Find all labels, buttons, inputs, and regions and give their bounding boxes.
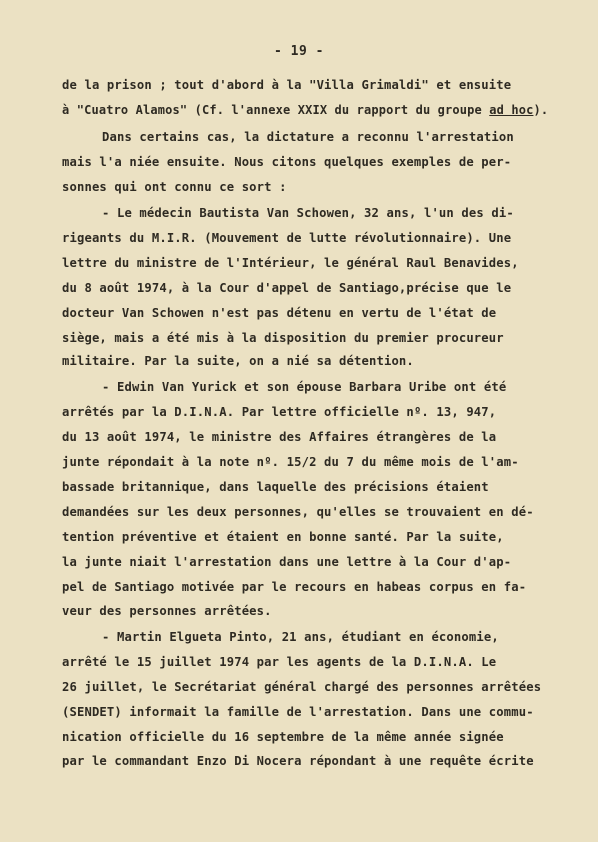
text-line: docteur Van Schowen n'est pas détenu en vertu de l'état de	[62, 306, 497, 320]
text-line: veur des personnes arrêtées.	[62, 604, 272, 618]
text-line: - Martin Elgueta Pinto, 21 ans, étudiant en économie,	[102, 630, 499, 644]
text-line: bassade britannique, dans laquelle des précisions étaient	[62, 480, 489, 494]
text-line: - Le médecin Bautista Van Schowen, 32 ans, l'un des di-	[102, 206, 514, 220]
text-line	[62, 103, 548, 117]
text-line: arrêtés par la D.I.N.A. Par lettre officielle nº. 13, 947,	[62, 405, 497, 419]
text-line: demandées sur les deux personnes, qu'elles se trouvaient en dé-	[62, 505, 534, 519]
text-line: lettre du ministre de l'Intérieur, le général Raul Benavides,	[62, 256, 519, 270]
text-line: la junte niait l'arrestation dans une lettre à la Cour d'ap-	[62, 555, 512, 569]
text-line: pel de Santiago motivée par le recours en habeas corpus en fa-	[62, 580, 527, 594]
text-line: mais l'a niée ensuite. Nous citons quelques exemples de per-	[62, 155, 512, 169]
text-segment: ).	[533, 103, 549, 117]
text-line: nication officielle du 16 septembre de la même année signée	[62, 730, 504, 744]
underlined-term: ad hoc	[489, 103, 534, 117]
text-line: du 8 août 1974, à la Cour d'appel de Santiago,précise que le	[62, 281, 512, 295]
text-line: junte répondait à la note nº. 15/2 du 7 du même mois de l'am-	[62, 455, 519, 469]
text-line: sonnes qui ont connu ce sort :	[62, 180, 287, 194]
text-line: arrêté le 15 juillet 1974 par les agents de la D.I.N.A. Le	[62, 655, 497, 669]
text-line: - Edwin Van Yurick et son épouse Barbara Uribe ont été	[102, 380, 507, 394]
text-line: par le commandant Enzo Di Nocera répondant à une requête écrite	[62, 754, 534, 768]
text-line: du 13 août 1974, le ministre des Affaires étrangères de la	[62, 430, 497, 444]
text-segment: à "Cuatro Alamos" (Cf. l'annexe XXIX du rapport du groupe	[62, 103, 490, 117]
text-line: militaire. Par la suite, on a nié sa détention.	[62, 354, 414, 368]
text-line: siège, mais a été mis à la disposition du premier procureur	[62, 331, 504, 345]
text-line: tention préventive et étaient en bonne santé. Par la suite,	[62, 530, 504, 544]
text-line: (SENDET) informait la famille de l'arrestation. Dans une commu-	[62, 705, 534, 719]
text-line: Dans certains cas, la dictature a reconnu l'arrestation	[102, 130, 514, 144]
text-line: 26 juillet, le Secrétariat général chargé des personnes arrêtées	[62, 680, 542, 694]
page-number: - 19 -	[274, 44, 324, 59]
text-line: de la prison ; tout d'abord à la "Villa Grimaldi" et ensuite	[62, 78, 512, 92]
text-line: rigeants du M.I.R. (Mouvement de lutte révolutionnaire). Une	[62, 231, 512, 245]
